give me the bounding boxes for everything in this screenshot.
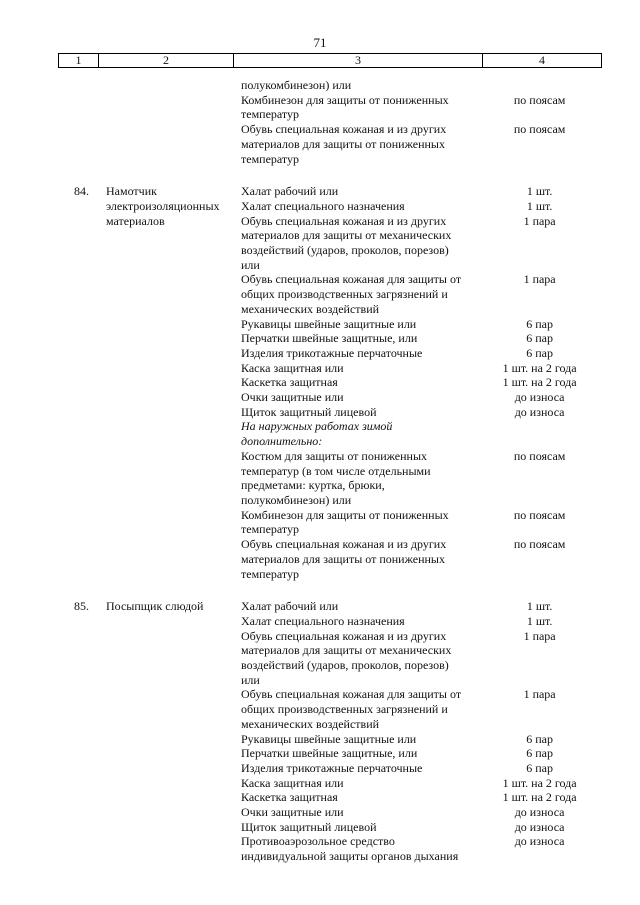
item-quantity: по поясам [513, 507, 566, 522]
item-name: Обувь специальная кожаная и из других материалов для защиты от пониженных температур [241, 537, 447, 581]
item-name: Очки защитные или [241, 390, 344, 405]
occupation-name: Посыпщик слюдой [106, 599, 204, 614]
table-entry [58, 184, 597, 581]
item-row [58, 346, 597, 361]
item-quantity: 1 шт. на 2 года [502, 790, 577, 805]
item-name: Костюм для защиты от пониженных температур (в том числе отдельными предметами: куртка, брюки, полукомбинезон) или [241, 448, 431, 507]
item-name: Каскетка защитная [241, 375, 338, 390]
item-row [58, 361, 597, 376]
item-name: Перчатки швейные защитные, или [241, 331, 418, 346]
item-name: Каскетка защитная [241, 790, 338, 805]
item-row [58, 537, 597, 581]
item-quantity: 1 пара [523, 213, 556, 228]
item-name: Очки защитные или [241, 805, 344, 820]
item-name: Обувь специальная кожаная и из других материалов для защиты от механических воздействий (ударов, проколов, порезов) или [241, 628, 452, 687]
item-name: На наружных работах зимой дополнительно: [241, 419, 393, 449]
item-row [58, 732, 597, 747]
item-name: Халат рабочий или [241, 599, 339, 614]
column-header-1: 1 [59, 54, 99, 68]
item-name: Комбинезон для защиты от пониженных температур [241, 507, 449, 537]
item-quantity: 1 пара [523, 628, 556, 643]
item-name: Каска защитная или [241, 360, 344, 375]
item-quantity [482, 78, 597, 93]
item-row [58, 122, 597, 166]
item-row [58, 272, 597, 316]
item-quantity: 6 пар [526, 746, 553, 761]
item-quantity: 1 шт. [526, 599, 553, 614]
item-row [58, 629, 597, 688]
item-name: Обувь специальная кожаная и из других материалов для защиты от пониженных температур [241, 122, 447, 166]
item-row [58, 820, 597, 835]
item-row [58, 834, 597, 863]
entry-spacer [58, 581, 597, 599]
table-entry [58, 599, 597, 864]
item-row [58, 508, 597, 537]
item-quantity [482, 419, 597, 448]
item-row [58, 614, 597, 629]
item-quantity: по поясам [513, 537, 566, 552]
item-name: Перчатки швейные защитные, или [241, 746, 418, 761]
item-name: Обувь специальная кожаная для защиты от общих производственных загрязнений и механических воздействий [241, 272, 462, 316]
item-row [58, 390, 597, 405]
item-row [58, 449, 597, 508]
item-quantity: 1 шт. [526, 184, 553, 199]
item-quantity: по поясам [513, 122, 566, 137]
item-row [58, 687, 597, 731]
item-row [58, 746, 597, 761]
item-name: Обувь специальная кожаная для защиты от общих производственных загрязнений и механических воздействий [241, 687, 462, 731]
item-row [58, 761, 597, 776]
item-quantity: 6 пар [526, 731, 553, 746]
item-row [58, 331, 597, 346]
column-header-row [59, 54, 602, 68]
item-row [58, 317, 597, 332]
item-row [58, 405, 597, 420]
item-name: Каска защитная или [241, 775, 344, 790]
column-header-2: 2 [99, 54, 234, 68]
item-name: Изделия трикотажные перчаточные [241, 345, 423, 360]
item-name: Халат рабочий или [241, 184, 339, 199]
continuation-block [58, 78, 597, 166]
item-name: Щиток защитный лицевой [241, 819, 377, 834]
item-row [58, 375, 597, 390]
item-quantity: по поясам [513, 92, 566, 107]
item-quantity: 1 шт. на 2 года [502, 360, 577, 375]
column-header-table [58, 53, 602, 68]
item-name: Противоаэрозольное средство индивидуальной защиты органов дыхания [241, 834, 459, 864]
item-quantity: 1 пара [523, 687, 556, 702]
item-quantity: 6 пар [526, 316, 553, 331]
item-name: полукомбинезон) или [241, 78, 352, 92]
item-quantity: 1 шт. на 2 года [502, 775, 577, 790]
item-quantity: 6 пар [526, 345, 553, 360]
item-name: Щиток защитный лицевой [241, 404, 377, 419]
item-row [58, 790, 597, 805]
occupation-name: Намотчик электроизоляционных материалов [106, 184, 220, 228]
entry-spacer [58, 166, 597, 184]
entry-number: 85. [74, 599, 89, 614]
column-header-3: 3 [234, 54, 483, 68]
item-row [58, 419, 597, 448]
item-quantity: 1 пара [523, 272, 556, 287]
item-name: Халат специального назначения [241, 198, 405, 213]
item-name: Рукавицы швейные защитные или [241, 316, 417, 331]
item-quantity: до износа [514, 834, 565, 849]
item-quantity: до износа [514, 805, 565, 820]
item-quantity: 6 пар [526, 331, 553, 346]
table-body [58, 78, 597, 864]
item-row [58, 805, 597, 820]
item-row [58, 93, 597, 122]
item-row [58, 78, 597, 93]
item-quantity: до износа [514, 819, 565, 834]
item-quantity: 1 шт. [526, 198, 553, 213]
item-quantity: до износа [514, 390, 565, 405]
item-name: Обувь специальная кожаная и из других материалов для защиты от механических воздействий (ударов, проколов, порезов) или [241, 213, 452, 272]
column-header-4: 4 [483, 54, 602, 68]
item-name: Изделия трикотажные перчаточные [241, 760, 423, 775]
item-row [58, 776, 597, 791]
item-quantity: по поясам [513, 448, 566, 463]
item-quantity: 6 пар [526, 760, 553, 775]
entry-number: 84. [74, 184, 89, 199]
item-quantity: 1 шт. на 2 года [502, 375, 577, 390]
item-quantity: до износа [514, 404, 565, 419]
item-name: Рукавицы швейные защитные или [241, 731, 417, 746]
item-quantity: 1 шт. [526, 613, 553, 628]
item-name: Халат специального назначения [241, 613, 405, 628]
item-name: Комбинезон для защиты от пониженных температур [241, 92, 449, 122]
page-number: 71 [313, 35, 327, 50]
